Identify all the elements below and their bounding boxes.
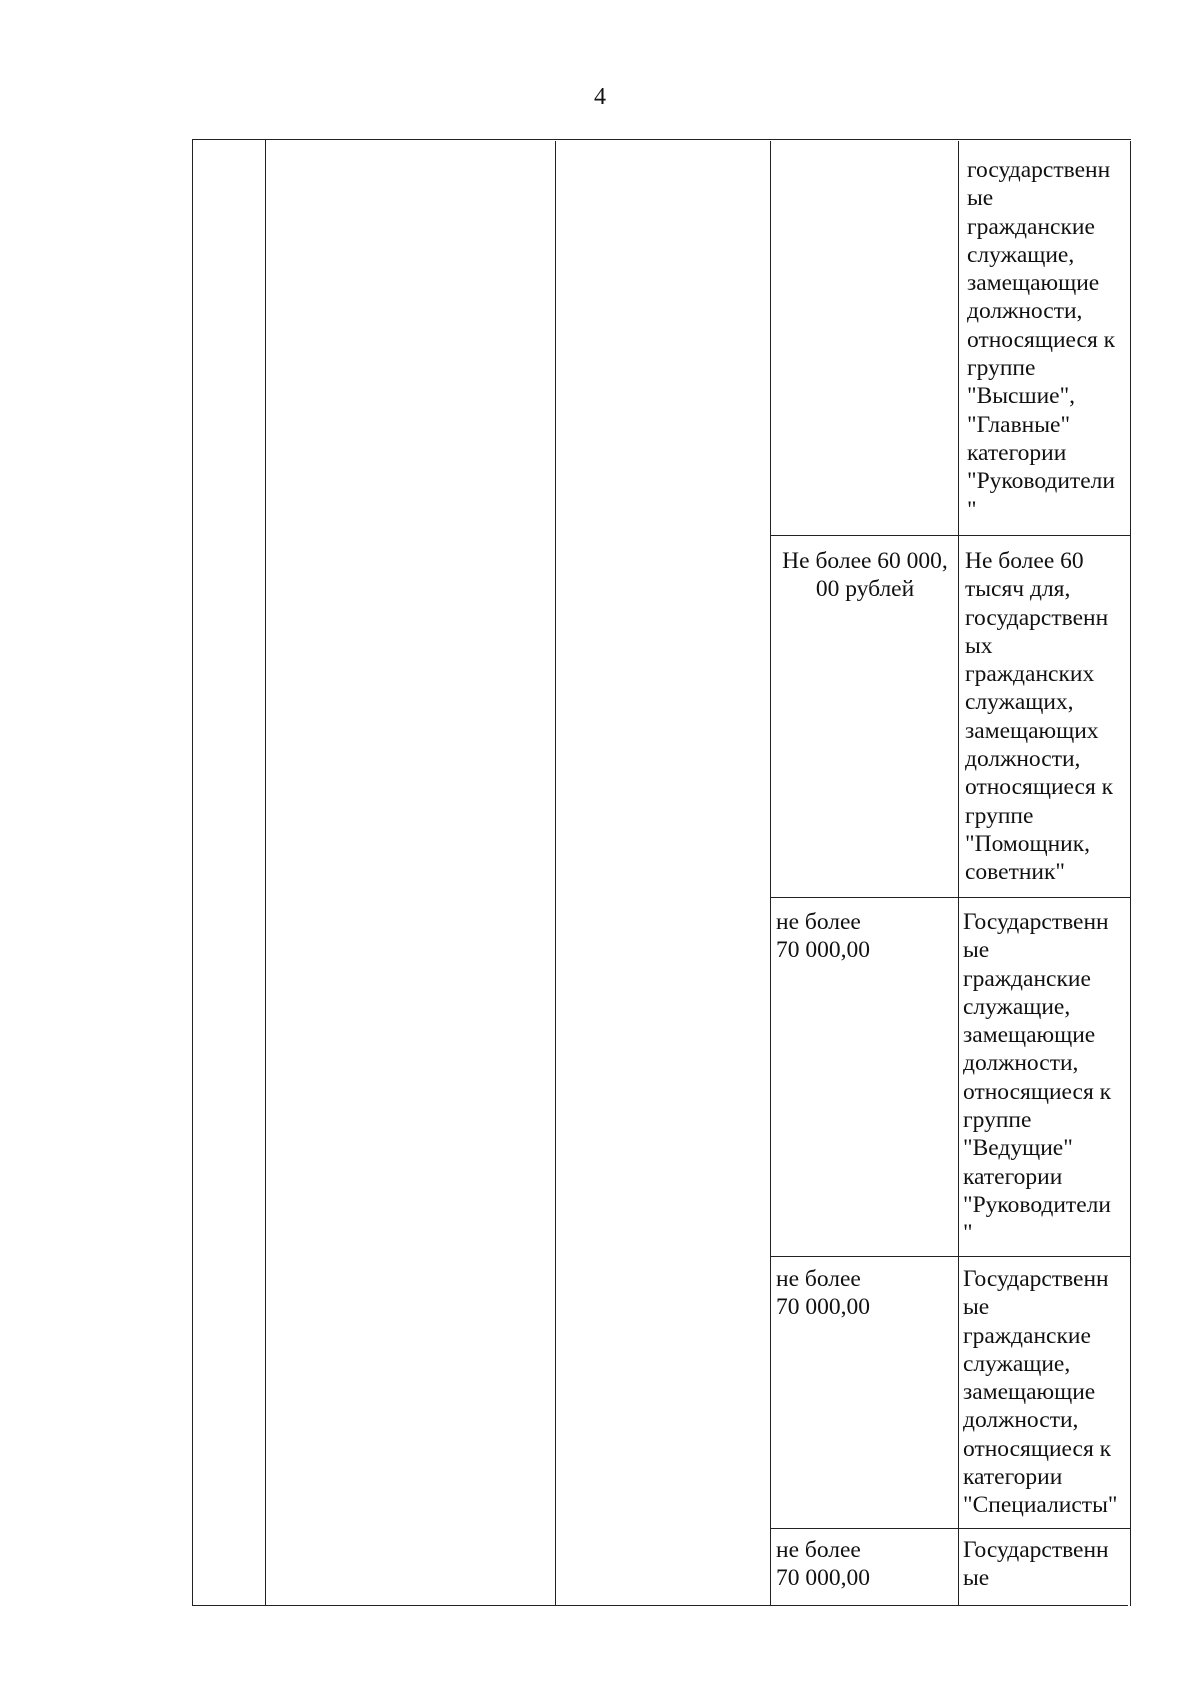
row-4-amount: не более 70 000,00 — [776, 1266, 870, 1321]
row-3-description: Государственн ые гражданские служащие, замещающие должности, относящиеся к группе "Ведущие" категории "Руководители " — [963, 909, 1112, 1247]
table-bottom-border — [192, 1605, 1128, 1606]
column-divider-4 — [958, 141, 959, 1606]
page-number: 4 — [594, 84, 606, 110]
column-divider-2 — [555, 141, 556, 1606]
row-2-amount: Не более 60 000, 00 рублей — [782, 548, 948, 603]
row-5-description: Государственн ые — [963, 1537, 1109, 1592]
row-3-amount: не более 70 000,00 — [776, 909, 870, 964]
row-4-description: Государственн ые гражданские служащие, замещающие должности, относящиеся к категории "Специалисты" — [963, 1266, 1118, 1519]
column-divider-1 — [265, 139, 266, 1606]
row-1-description: государственн ые гражданские служащие, замещающие должности, относящиеся к группе "Высшие", "Главные" категории "Руководители " — [967, 157, 1116, 523]
row-divider-2 — [770, 897, 1131, 898]
row-2-description: Не более 60 тысяч для, государственн ых гражданских служащих, замещающих должности, относящиеся к группе "Помощник, советник" — [965, 548, 1114, 886]
table-left-border — [192, 139, 193, 1606]
column-divider-3 — [770, 141, 771, 1606]
row-divider-1 — [770, 535, 1131, 536]
table-top-border — [193, 139, 1131, 140]
row-divider-4 — [770, 1528, 1131, 1529]
row-divider-3 — [770, 1256, 1131, 1257]
row-5-amount: не более 70 000,00 — [776, 1537, 870, 1592]
table-right-border — [1130, 141, 1131, 1606]
